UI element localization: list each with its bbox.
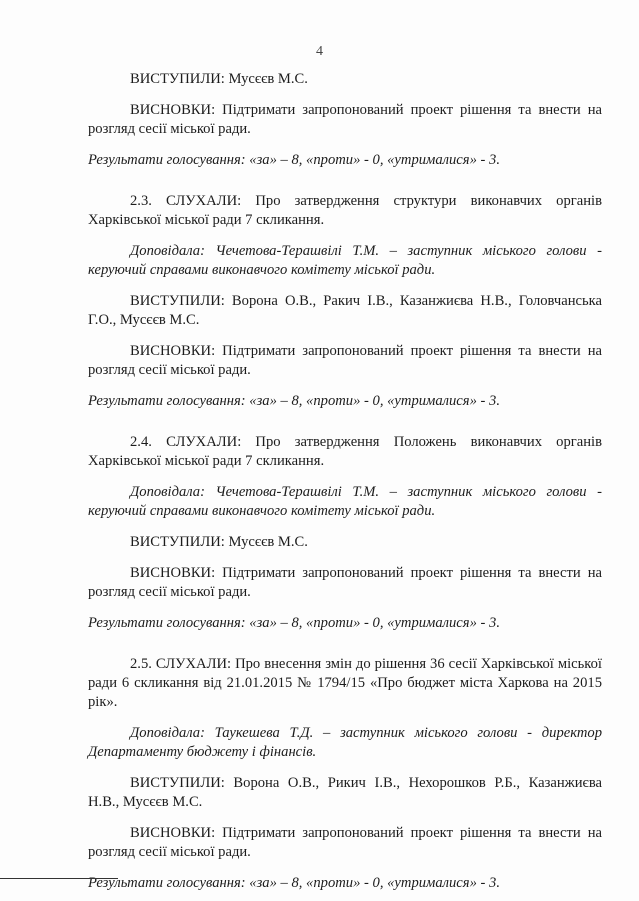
speakers-paragraph: ВИСТУПИЛИ: Мусєєв М.С.: [130, 71, 308, 87]
vote-result: Результати голосування: «за» – 8, «проти» - 0, «утрималися» - 3.: [88, 393, 500, 409]
conclusion-paragraph: ВИСНОВКИ: Підтримати запропонований проект рішення та внести на розгляд сесії міської ради.: [88, 565, 602, 600]
agenda-item-2-4: 2.4. СЛУХАЛИ: Про затвердження Положень виконавчих органів Харківської міської ради 7 скликання.: [88, 434, 602, 469]
speakers-paragraph: ВИСТУПИЛИ: Ворона О.В., Рикич І.В., Нехорошков Р.Б., Казанжиєва Н.В., Мусєєв М.С.: [88, 775, 602, 810]
agenda-item-2-5: 2.5. СЛУХАЛИ: Про внесення змін до рішення 36 сесії Харківської міської ради 6 скликання від 21.01.2015 № 1794/15 «Про бюджет міста Харкова на 2015 рік».: [88, 656, 602, 710]
conclusion-paragraph: ВИСНОВКИ: Підтримати запропонований проект рішення та внести на розгляд сесії міської ради.: [88, 825, 602, 860]
vote-result: Результати голосування: «за» – 8, «проти» - 0, «утрималися» - 3.: [88, 152, 500, 168]
report-paragraph: Доповідала: Чечетова-Терашвілі Т.М. – заступник міського голови - керуючий справами виконавчого комітету міської ради.: [88, 484, 602, 519]
speakers-paragraph: ВИСТУПИЛИ: Ворона О.В., Ракич І.В., Казанжиєва Н.В., Головчанська Г.О., Мусєєв М.С.: [88, 293, 602, 328]
report-paragraph: Доповідала: Таукешева Т.Д. – заступник міського голови - директор Департаменту бюджету і фінансів.: [88, 725, 602, 760]
vote-result: Результати голосування: «за» – 8, «проти» - 0, «утрималися» - 3.: [88, 615, 500, 631]
agenda-item-2-3: 2.3. СЛУХАЛИ: Про затвердження структури виконавчих органів Харківської міської ради 7 скликання.: [88, 193, 602, 228]
conclusion-paragraph: ВИСНОВКИ: Підтримати запропонований проект рішення та внести на розгляд сесії міської ради.: [88, 102, 602, 137]
page-number: 4: [316, 44, 323, 59]
vote-result: Результати голосування: «за» – 8, «проти» - 0, «утрималися» - 3.: [88, 875, 500, 891]
minutes-body: [88, 70, 602, 893]
report-paragraph: Доповідала: Чечетова-Терашвілі Т.М. – заступник міського голови - керуючий справами виконавчого комітету міської ради.: [88, 243, 602, 278]
footer-divider: [0, 878, 118, 879]
speakers-paragraph: ВИСТУПИЛИ: Мусєєв М.С.: [130, 534, 308, 550]
conclusion-paragraph: ВИСНОВКИ: Підтримати запропонований проект рішення та внести на розгляд сесії міської ради.: [88, 343, 602, 378]
